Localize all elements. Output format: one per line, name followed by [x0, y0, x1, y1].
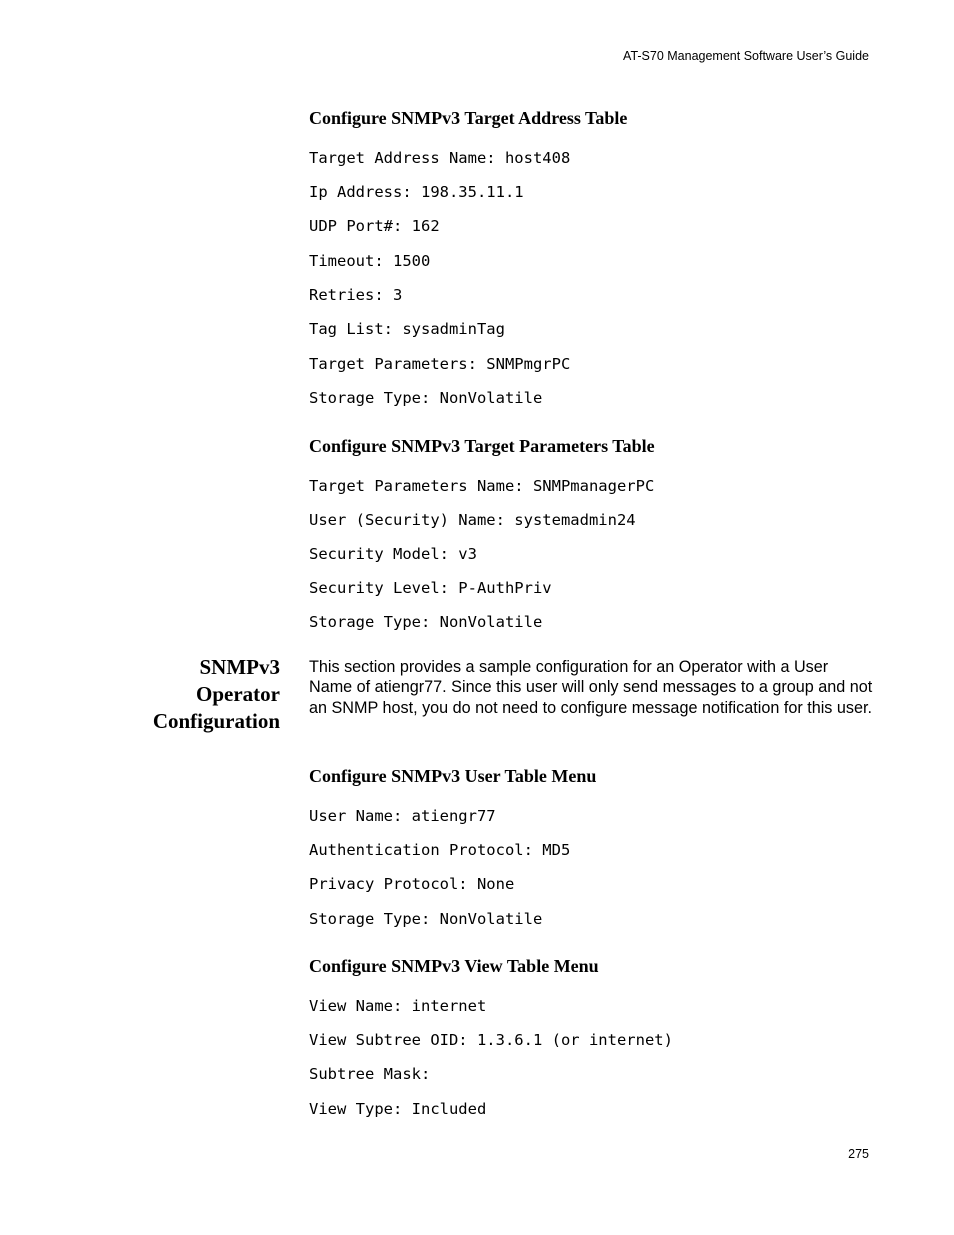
- section-heading-target-address: Configure SNMPv3 Target Address Table: [309, 108, 628, 128]
- code-line: Timeout: 1500: [309, 252, 431, 270]
- side-heading-line: Operator: [196, 682, 280, 706]
- section-heading-target-parameters: Configure SNMPv3 Target Parameters Table: [309, 436, 655, 456]
- code-line: User (Security) Name: systemadmin24: [309, 511, 636, 529]
- section-heading-user-table: Configure SNMPv3 User Table Menu: [309, 766, 597, 786]
- code-line: User Name: atiengr77: [309, 807, 496, 825]
- code-line: Security Level: P-AuthPriv: [309, 579, 552, 597]
- operator-intro-paragraph: This section provides a sample configuration for an Operator with a User Name of atiengr77. Since this user will only send messages to a group and not an SNMP host, you do not need to configure message notification for this user.: [309, 658, 873, 717]
- page-number: 275: [848, 1147, 869, 1161]
- code-line: Storage Type: NonVolatile: [309, 389, 543, 407]
- running-header: AT-S70 Management Software User’s Guide: [623, 49, 869, 63]
- code-line: Target Parameters: SNMPmgrPC: [309, 355, 571, 373]
- code-line: Privacy Protocol: None: [309, 875, 515, 893]
- code-line: Security Model: v3: [309, 545, 477, 563]
- side-heading-line: SNMPv3: [199, 655, 280, 679]
- code-line: View Name: internet: [309, 997, 487, 1015]
- code-line: UDP Port#: 162: [309, 217, 440, 235]
- code-line: Target Address Name: host408: [309, 149, 571, 167]
- code-line: View Type: Included: [309, 1100, 487, 1118]
- code-line: Subtree Mask:: [309, 1065, 431, 1083]
- code-line: Target Parameters Name: SNMPmanagerPC: [309, 477, 655, 495]
- code-line: Retries: 3: [309, 286, 403, 304]
- code-line: View Subtree OID: 1.3.6.1 (or internet): [309, 1031, 673, 1049]
- code-line: Tag List: sysadminTag: [309, 320, 505, 338]
- code-line: Authentication Protocol: MD5: [309, 841, 571, 859]
- code-line: Storage Type: NonVolatile: [309, 613, 543, 631]
- section-heading-view-table: Configure SNMPv3 View Table Menu: [309, 956, 599, 976]
- code-line: Ip Address: 198.35.11.1: [309, 183, 524, 201]
- code-line: Storage Type: NonVolatile: [309, 910, 543, 928]
- side-heading-line: Configuration: [152, 709, 280, 733]
- side-heading-operator-configuration: [100, 654, 280, 735]
